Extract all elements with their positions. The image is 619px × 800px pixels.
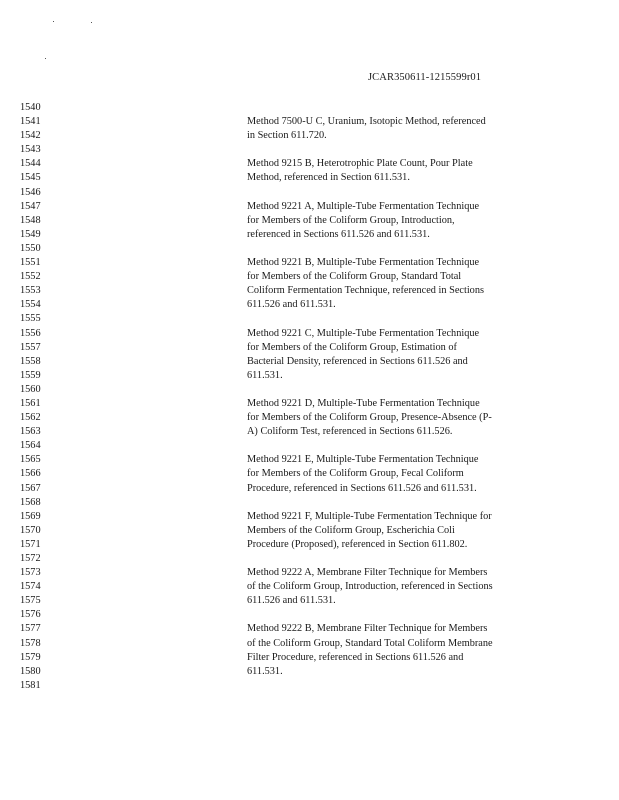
document-line xyxy=(0,679,619,693)
line-number: 1545 xyxy=(20,172,41,184)
line-number: 1559 xyxy=(20,369,41,381)
document-line xyxy=(0,608,619,622)
line-text: Method 9222 B, Membrane Filter Technique for Members xyxy=(247,623,488,635)
line-text: for Members of the Coliform Group, Introduction, xyxy=(247,214,455,226)
line-number: 1557 xyxy=(20,341,41,353)
line-text: 611.526 and 611.531. xyxy=(247,299,336,311)
line-text: Method 9222 A, Membrane Filter Technique for Members xyxy=(247,567,488,579)
line-number: 1547 xyxy=(20,200,41,212)
document-line xyxy=(0,453,619,467)
line-number: 1564 xyxy=(20,440,41,452)
line-text: for Members of the Coliform Group, Presence-Absence (P- xyxy=(247,412,492,424)
line-number: 1556 xyxy=(20,327,41,339)
document-line xyxy=(0,482,619,496)
line-number: 1562 xyxy=(20,412,41,424)
line-text: Filter Procedure, referenced in Sections 611.526 and xyxy=(247,651,464,663)
line-number: 1561 xyxy=(20,397,41,409)
document-line xyxy=(0,538,619,552)
line-number: 1563 xyxy=(20,426,41,438)
line-number: 1572 xyxy=(20,553,41,564)
document-line xyxy=(0,115,619,129)
line-number: 1543 xyxy=(20,144,41,156)
scan-speck xyxy=(45,58,46,59)
line-text: for Members of the Coliform Group, Fecal Coliform xyxy=(247,468,464,480)
line-text: Procedure (Proposed), referenced in Section 611.802. xyxy=(247,538,468,550)
line-number: 1579 xyxy=(20,651,41,663)
scan-speck xyxy=(91,22,92,23)
line-number: 1580 xyxy=(20,665,41,677)
document-line xyxy=(0,665,619,679)
document-line xyxy=(0,355,619,369)
line-text: Members of the Coliform Group, Escherichia Coli xyxy=(247,524,455,536)
document-line xyxy=(0,425,619,439)
document-line xyxy=(0,129,619,143)
document-line xyxy=(0,566,619,580)
line-number: 1540 xyxy=(20,102,41,113)
document-line xyxy=(0,242,619,256)
line-text: 611.531. xyxy=(247,665,283,677)
document-line xyxy=(0,157,619,171)
document-line xyxy=(0,256,619,270)
line-text: 611.526 and 611.531. xyxy=(247,595,336,607)
line-number: 1546 xyxy=(20,186,41,198)
line-text: of the Coliform Group, Introduction, referenced in Sections xyxy=(247,581,493,593)
line-number: 1569 xyxy=(20,510,41,522)
document-line xyxy=(0,397,619,411)
document-line xyxy=(0,228,619,242)
line-text: for Members of the Coliform Group, Estimation of xyxy=(247,341,457,353)
numbered-text-body xyxy=(0,101,619,693)
line-number: 1581 xyxy=(20,679,41,691)
document-line xyxy=(0,383,619,397)
line-number: 1553 xyxy=(20,285,41,297)
document-line xyxy=(0,580,619,594)
document-line xyxy=(0,496,619,510)
line-text: Bacterial Density, referenced in Sections 611.526 and xyxy=(247,355,468,367)
line-number: 1566 xyxy=(20,468,41,480)
line-text: Method 7500-U C, Uranium, Isotopic Method, referenced xyxy=(247,116,486,128)
line-text: Method, referenced in Section 611.531. xyxy=(247,172,410,184)
document-line xyxy=(0,637,619,651)
line-text: Coliform Fermentation Technique, referenced in Sections xyxy=(247,285,484,297)
line-number: 1542 xyxy=(20,130,41,142)
line-number: 1574 xyxy=(20,581,41,593)
line-number: 1544 xyxy=(20,158,41,170)
line-number: 1575 xyxy=(20,595,41,607)
line-number: 1554 xyxy=(20,299,41,311)
document-line xyxy=(0,270,619,284)
document-line xyxy=(0,200,619,214)
line-number: 1550 xyxy=(20,242,41,254)
line-text: Method 9221 F, Multiple-Tube Fermentation Technique for xyxy=(247,510,492,522)
line-number: 1577 xyxy=(20,623,41,635)
document-line xyxy=(0,439,619,453)
line-text: for Members of the Coliform Group, Standard Total xyxy=(247,271,462,283)
line-text: Method 9221 C, Multiple-Tube Fermentation Technique xyxy=(247,327,480,339)
line-text: Method 9221 D, Multiple-Tube Fermentation Technique xyxy=(247,397,480,409)
document-line xyxy=(0,312,619,326)
document-line xyxy=(0,510,619,524)
line-number: 1567 xyxy=(20,482,41,494)
line-text: Method 9221 E, Multiple-Tube Fermentation Technique xyxy=(247,454,479,466)
document-line xyxy=(0,284,619,298)
line-number: 1552 xyxy=(20,271,41,283)
line-text: Procedure, referenced in Sections 611.526 and 611.531. xyxy=(247,482,477,494)
document-line xyxy=(0,524,619,538)
line-number: 1571 xyxy=(20,538,41,550)
document-line xyxy=(0,101,619,115)
document-line xyxy=(0,552,619,566)
document-line xyxy=(0,186,619,200)
line-number: 1541 xyxy=(20,116,41,128)
line-number: 1558 xyxy=(20,355,41,367)
line-number: 1548 xyxy=(20,214,41,226)
line-number: 1555 xyxy=(20,313,41,325)
line-number: 1560 xyxy=(20,383,41,395)
line-number: 1578 xyxy=(20,637,41,649)
line-number: 1551 xyxy=(20,257,41,269)
document-line xyxy=(0,622,619,636)
line-number: 1576 xyxy=(20,609,41,621)
line-number: 1568 xyxy=(20,496,41,508)
document-line xyxy=(0,369,619,383)
line-text: A) Coliform Test, referenced in Sections 611.526. xyxy=(247,426,453,438)
line-number: 1565 xyxy=(20,454,41,466)
line-text: Method 9221 B, Multiple-Tube Fermentation Technique xyxy=(247,257,480,269)
line-text: Method 9221 A, Multiple-Tube Fermentation Technique xyxy=(247,200,480,212)
document-line xyxy=(0,214,619,228)
line-text: in Section 611.720. xyxy=(247,130,327,142)
scan-speck xyxy=(53,21,54,22)
document-line xyxy=(0,171,619,185)
line-number: 1570 xyxy=(20,524,41,536)
document-line xyxy=(0,341,619,355)
line-text: Method 9215 B, Heterotrophic Plate Count, Pour Plate xyxy=(247,158,473,170)
document-line xyxy=(0,467,619,481)
document-line xyxy=(0,594,619,608)
document-line xyxy=(0,651,619,665)
line-number: 1573 xyxy=(20,567,41,579)
line-text: of the Coliform Group, Standard Total Coliform Membrane xyxy=(247,637,493,649)
document-line xyxy=(0,298,619,312)
document-line xyxy=(0,327,619,341)
document-id: JCAR350611-1215599r01 xyxy=(368,72,482,83)
document-line xyxy=(0,143,619,157)
line-text: 611.531. xyxy=(247,369,283,381)
line-text: referenced in Sections 611.526 and 611.531. xyxy=(247,228,430,240)
line-number: 1549 xyxy=(20,228,41,240)
document-line xyxy=(0,411,619,425)
